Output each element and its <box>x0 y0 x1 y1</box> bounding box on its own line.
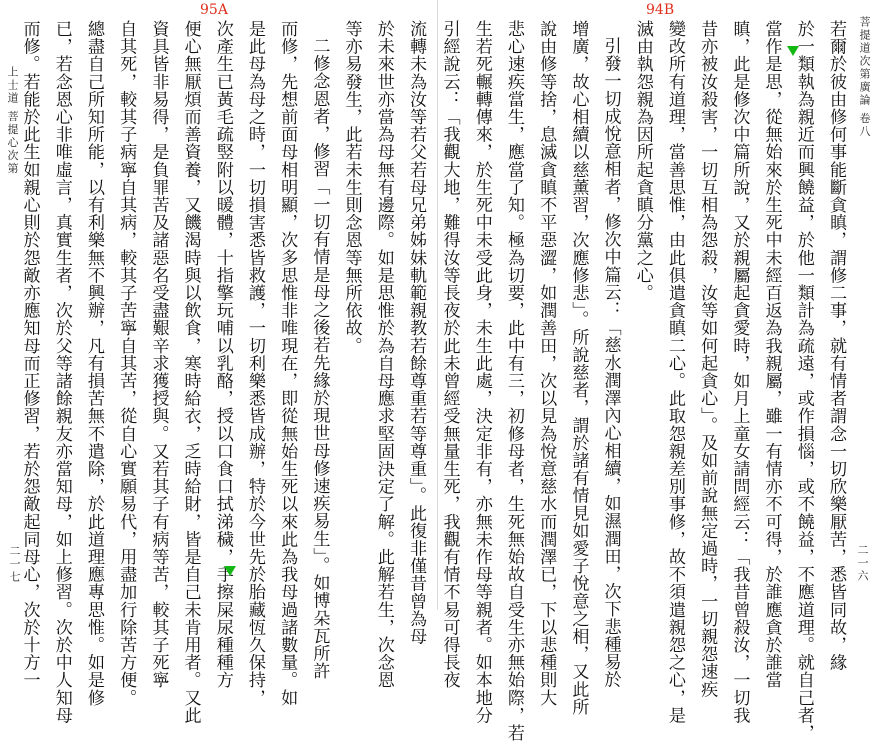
text-column: 是此母為母之時，一切損害悉皆救護，一切利樂悉皆成辦，特於今世先於胎藏恆久保持， <box>244 20 265 707</box>
left-running-header: 上士道 菩提心次第 <box>6 66 19 176</box>
text-column: 而修。若能於此生如親心則於怨敵亦應知母而正修習，若於怨敵起同母心，次於十方一 <box>19 20 40 689</box>
text-column: 說由修等捨，息滅貪瞋不平惡澀，如潤善田，次以見為悅意慈水而潤澤已，下以悲種則大 <box>536 20 557 707</box>
page-label-right: 94B <box>646 2 675 18</box>
text-column: 便心無厭煩而善資養，又饑渴時與以飲食，寒時給衣，乏時給財，皆是自己未肯用者。又此 <box>180 20 201 724</box>
text-column: 而修，先想前面母相明顯，次多思惟非唯現在，即從無始生死以來此為我母過諸數量。如 <box>277 20 298 707</box>
right-page-number: 二一六 <box>856 544 869 583</box>
text-column: 昔亦被汝殺害，一切互相為怨殺，汝等如何起貪心」。及如前說無定過時，一切親怨速疾 <box>697 20 718 698</box>
right-running-header: 菩提道次第廣論 卷八 <box>858 16 871 139</box>
text-column: 當作是思，從無始來於生死中未經百返為我親屬，雖一有情亦不可得，於誰應貪於誰當 <box>761 20 782 689</box>
text-column: 悲心速疾當生，應當了知。極為切要，此中有三，初修母者，生死無始故自受生亦無始際，若 <box>503 20 524 742</box>
text-column: 增廣，故心相續以慈薰習，次應修悲」。所說慈者，謂於諸有情見如愛子悅意之相，又此所 <box>568 20 589 716</box>
green-triangle-marker-icon <box>224 566 236 576</box>
left-page-number: 二一七 <box>8 545 21 584</box>
text-column: 二修念恩者，修習「一切有情是母之後若先緣於現世母修速疾易生」。如博朵瓦所許 <box>309 37 330 680</box>
text-column: 已，若念恩心非唯虛言，真實生者，次於父等諸餘親友亦當知母，如上修習。次於中人知母 <box>51 20 72 724</box>
text-column: 引經說云：「我觀大地，難得汝等長夜於此未曾經受無量生死，我觀有情不易可得長夜 <box>439 20 460 689</box>
text-column: 自其死，較其子病寧自其病，較其子苦寧自其苦，從自心實願易代，用盡加行除苦方便。 <box>116 20 137 707</box>
text-column: 次產生已黃毛疏竪附以暖體，十指擎玩哺以乳酪，授以口食口拭涕穢，手擦屎尿種種方 <box>212 20 233 689</box>
text-column: 若爾於彼由修何事能斷貪瞋，謂修二事，就有情者謂念一切欣樂厭苦，悉皆同故，緣 <box>826 20 846 672</box>
right-page <box>438 0 876 742</box>
text-column: 總盡自己所知所能，以有利樂無不興辦，凡有損苦無不遣除，於此道理應專思惟。如是修 <box>83 20 104 707</box>
right-text-columns <box>439 20 852 742</box>
text-column: 滅由執怨親為因所起貪瞋分黨之心。 <box>632 20 653 302</box>
text-column: 瞋，此是修次中篇所說，又於親屬起貪愛時，如月上童女請問經云：「我昔曾殺汝，一切我 <box>729 20 750 724</box>
left-text-columns <box>19 20 432 724</box>
text-column: 於一類執為親近而興饒益，於他一類計為疏遠，或作損惱，或不饒益，不應道理。就自己者， <box>793 20 814 742</box>
green-triangle-marker-icon <box>787 46 799 56</box>
text-column: 生若死輾轉傳來，於生死中未受此身，未生此處，決定非有，亦無未作母等親者。如本地分 <box>471 20 492 724</box>
text-column: 資具皆非易得，是負罪苦及諸惡名受盡艱辛求獲授與。又若其子有病等苦，較其子死寧 <box>148 20 169 689</box>
text-column: 變改所有道理，當善思惟，由此俱遣貪瞋二心。此取怨親差別事修，故不須遣親怨之心，是 <box>664 20 685 724</box>
page-label-left: 95A <box>200 2 228 18</box>
text-column: 於未來世亦當為母無有邊際。如是思惟於為自母應求堅固決定了解。此解若生，次念恩 <box>373 20 394 689</box>
left-page <box>0 0 438 724</box>
text-column: 等亦易發生，此若未生則念恩等無所依故。 <box>341 20 362 355</box>
text-column: 流轉未為汝等若父若母兄弟姊妹軌範親教若餘尊重若等尊重」。此復非僅昔曾為母 <box>406 20 426 646</box>
text-column: 引發一切成悅意相者，修次中篇云：「慈水潤澤內心相續，如濕潤田，次下悲種易於 <box>600 37 621 689</box>
